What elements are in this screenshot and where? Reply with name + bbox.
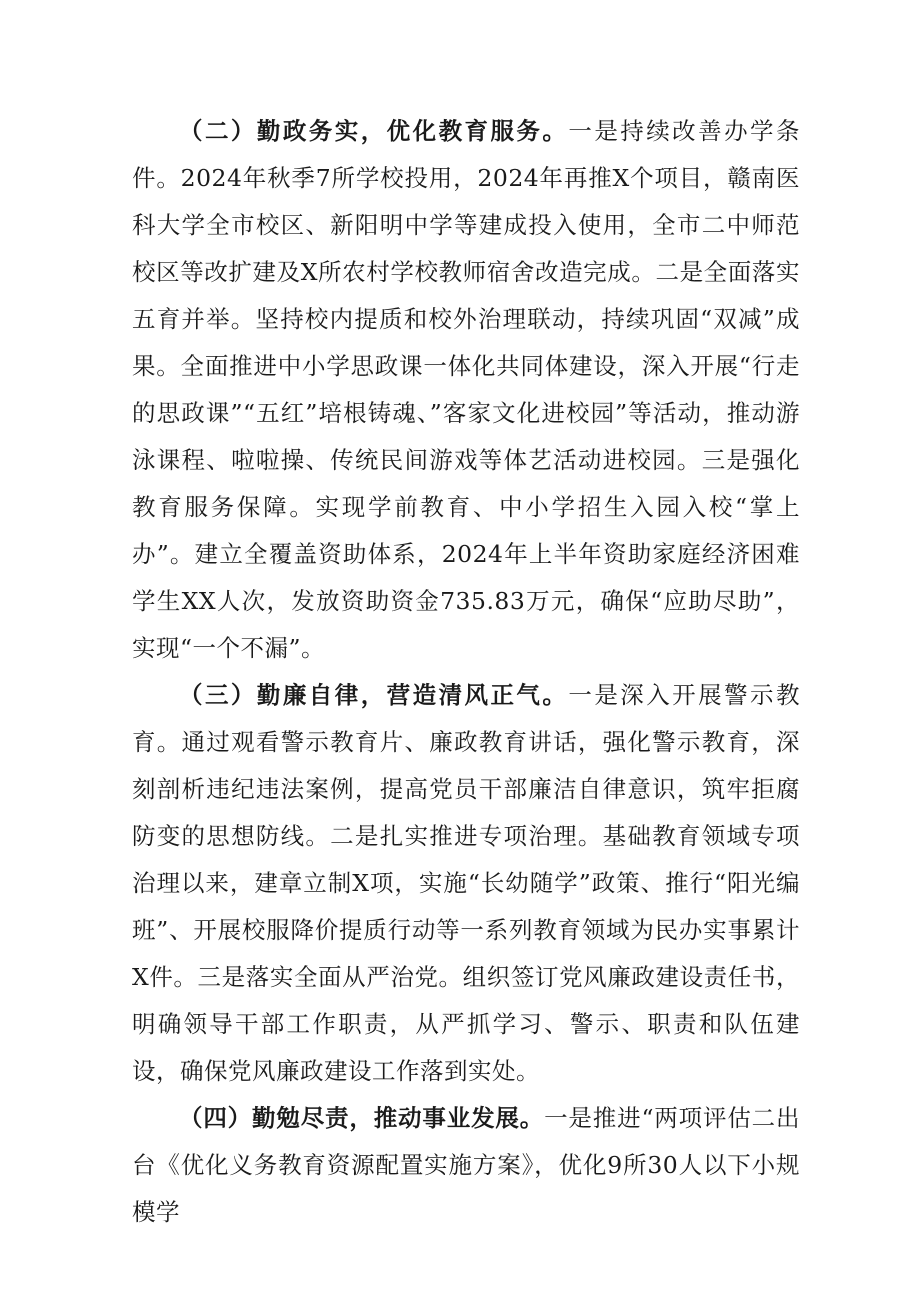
paragraph-3	[132, 672, 800, 1095]
paragraph-text-3: 一是深入开展警示教育。通过观看警示教育片、廉政教育讲话，强化警示教育，深刻剖析违纪违法案例，提高党员干部廉洁自律意识，筑牢拒腐防变的思想防线。二是扎实推进专项治理。基础教育领域专项治理以来，建章立制X项，实施“长幼随学”政策、推行“阳光编班”、开展校服降价提质行动等一系列教育领域为民办实事累计X件。三是落实全面从严治党。组织签订党风廉政建设责任书，明确领导干部工作职责，从严抓学习、警示、职责和队伍建设，确保党风廉政建设工作落到实处。	[132, 681, 801, 1085]
paragraph-4	[132, 1095, 800, 1236]
section-heading-2: （二）勤政务实，优化教育服务。	[179, 117, 569, 145]
section-heading-4: （四）勤勉尽责，推动事业发展。	[179, 1104, 545, 1132]
paragraph-text-2: 一是持续改善办学条件。2024年秋季7所学校投用，2024年再推X个项目，赣南医科大学全市校区、新阳明中学等建成投入使用，全市二中师范校区等改扩建及X所农村学校教师宿舍改造完成。二是全面落实五育并举。坚持校内提质和校外治理联动，持续巩固“双减”成果。全面推进中小学思政课一体化共同体建设，深入开展“行走的思政课”“五红”培根铸魂、”客家文化进校园”等活动，推动游泳课程、啦啦操、传统民间游戏等体艺活动进校园。三是强化教育服务保障。实现学前教育、中小学招生入园入校“掌上办”。建立全覆盖资助体系，2024年上半年资助家庭经济困难学生XX人次，发放资助资金735.83万元，确保“应助尽助”，实现“一个不漏”。	[132, 117, 801, 662]
paragraph-text-4: 一是推进“两项评估二出台《优化义务教育资源配置实施方案》，优化9所30人以下小规模学	[132, 1104, 801, 1226]
section-heading-3: （三）勤廉自律，营造清风正气。	[179, 681, 569, 709]
document-body	[132, 108, 800, 1236]
paragraph-2	[132, 108, 800, 672]
